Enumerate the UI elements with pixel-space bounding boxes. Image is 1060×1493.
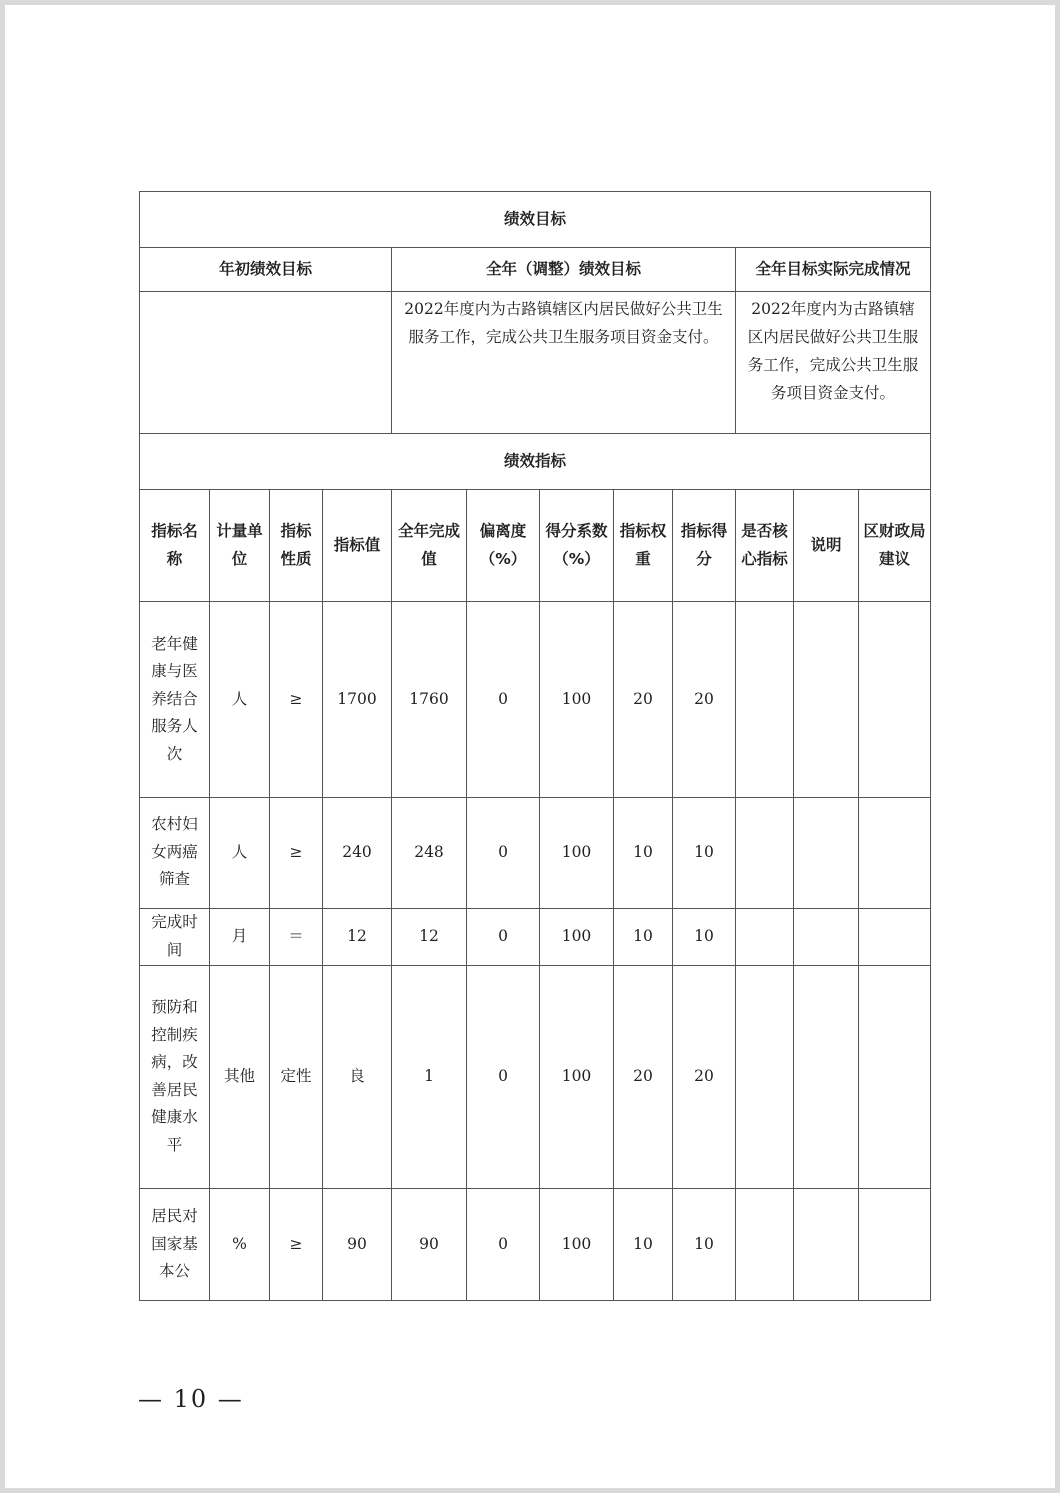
cell-deviation: 0 — [467, 602, 540, 797]
actual-completion-text: 2022年度内为古路镇辖区内居民做好公共卫生服务工作，完成公共卫生服务项目资金支付。 — [736, 292, 931, 434]
header-name: 指标名称 — [140, 490, 210, 602]
cell-actual: 90 — [392, 1188, 467, 1300]
cell-weight: 20 — [614, 965, 673, 1188]
cell-note — [794, 602, 859, 797]
cell-coef: 100 — [540, 602, 614, 797]
cell-score: 10 — [673, 1188, 736, 1300]
goals-title: 绩效目标 — [140, 192, 931, 248]
cell-weight: 10 — [614, 1188, 673, 1300]
cell-unit: 月 — [210, 908, 270, 965]
cell-value: 1700 — [323, 602, 392, 797]
cell-actual: 248 — [392, 797, 467, 908]
cell-coef: 100 — [540, 1188, 614, 1300]
cell-value: 90 — [323, 1188, 392, 1300]
table-row — [140, 965, 931, 1188]
cell-score: 20 — [673, 602, 736, 797]
cell-name: 老年健康与医养结合服务人次 — [140, 602, 210, 797]
header-core: 是否核心指标 — [736, 490, 794, 602]
cell-unit: 人 — [210, 602, 270, 797]
cell-name: 完成时间 — [140, 908, 210, 965]
cell-coef: 100 — [540, 908, 614, 965]
col-adjusted-goal: 全年（调整）绩效目标 — [392, 248, 736, 292]
cell-coef: 100 — [540, 797, 614, 908]
header-weight: 指标权重 — [614, 490, 673, 602]
cell-advice — [859, 797, 931, 908]
cell-actual: 1 — [392, 965, 467, 1188]
cell-note — [794, 908, 859, 965]
header-coef: 得分系数（%） — [540, 490, 614, 602]
document-page — [5, 5, 1055, 1488]
cell-nature: ≥ — [270, 797, 323, 908]
performance-table — [139, 191, 931, 1301]
cell-value: 12 — [323, 908, 392, 965]
cell-unit: 其他 — [210, 965, 270, 1188]
cell-score: 20 — [673, 965, 736, 1188]
indicators-title: 绩效指标 — [140, 434, 931, 490]
cell-nature: 定性 — [270, 965, 323, 1188]
cell-advice — [859, 908, 931, 965]
cell-deviation: 0 — [467, 908, 540, 965]
cell-actual: 12 — [392, 908, 467, 965]
header-note: 说明 — [794, 490, 859, 602]
header-unit: 计量单位 — [210, 490, 270, 602]
cell-deviation: 0 — [467, 797, 540, 908]
cell-note — [794, 797, 859, 908]
cell-unit: % — [210, 1188, 270, 1300]
cell-value: 良 — [323, 965, 392, 1188]
cell-actual: 1760 — [392, 602, 467, 797]
cell-unit: 人 — [210, 797, 270, 908]
cell-coef: 100 — [540, 965, 614, 1188]
cell-weight: 10 — [614, 908, 673, 965]
cell-advice — [859, 965, 931, 1188]
cell-core — [736, 797, 794, 908]
cell-score: 10 — [673, 797, 736, 908]
cell-score: 10 — [673, 908, 736, 965]
cell-name: 居民对国家基本公 — [140, 1188, 210, 1300]
col-actual-completion: 全年目标实际完成情况 — [736, 248, 931, 292]
cell-nature: ≥ — [270, 1188, 323, 1300]
cell-weight: 10 — [614, 797, 673, 908]
table-row — [140, 908, 931, 965]
cell-core — [736, 602, 794, 797]
table-row — [140, 797, 931, 908]
cell-note — [794, 1188, 859, 1300]
cell-deviation: 0 — [467, 965, 540, 1188]
page-number: — 10 — — [138, 1385, 244, 1413]
cell-nature: ＝ — [270, 908, 323, 965]
header-advice: 区财政局建议 — [859, 490, 931, 602]
header-value: 指标值 — [323, 490, 392, 602]
cell-deviation: 0 — [467, 1188, 540, 1300]
cell-name: 预防和控制疾病，改善居民健康水平 — [140, 965, 210, 1188]
header-nature: 指标性质 — [270, 490, 323, 602]
initial-goal-text — [140, 292, 392, 434]
header-score: 指标得分 — [673, 490, 736, 602]
cell-value: 240 — [323, 797, 392, 908]
cell-core — [736, 908, 794, 965]
cell-core — [736, 1188, 794, 1300]
header-deviation: 偏离度（%） — [467, 490, 540, 602]
adjusted-goal-text: 2022年度内为古路镇辖区内居民做好公共卫生服务工作，完成公共卫生服务项目资金支付。 — [392, 292, 736, 434]
cell-nature: ≥ — [270, 602, 323, 797]
cell-weight: 20 — [614, 602, 673, 797]
cell-advice — [859, 602, 931, 797]
table-row — [140, 602, 931, 797]
cell-advice — [859, 1188, 931, 1300]
cell-note — [794, 965, 859, 1188]
table-row — [140, 1188, 931, 1300]
header-actual: 全年完成值 — [392, 490, 467, 602]
cell-core — [736, 965, 794, 1188]
col-initial-goal: 年初绩效目标 — [140, 248, 392, 292]
cell-name: 农村妇女两癌筛查 — [140, 797, 210, 908]
